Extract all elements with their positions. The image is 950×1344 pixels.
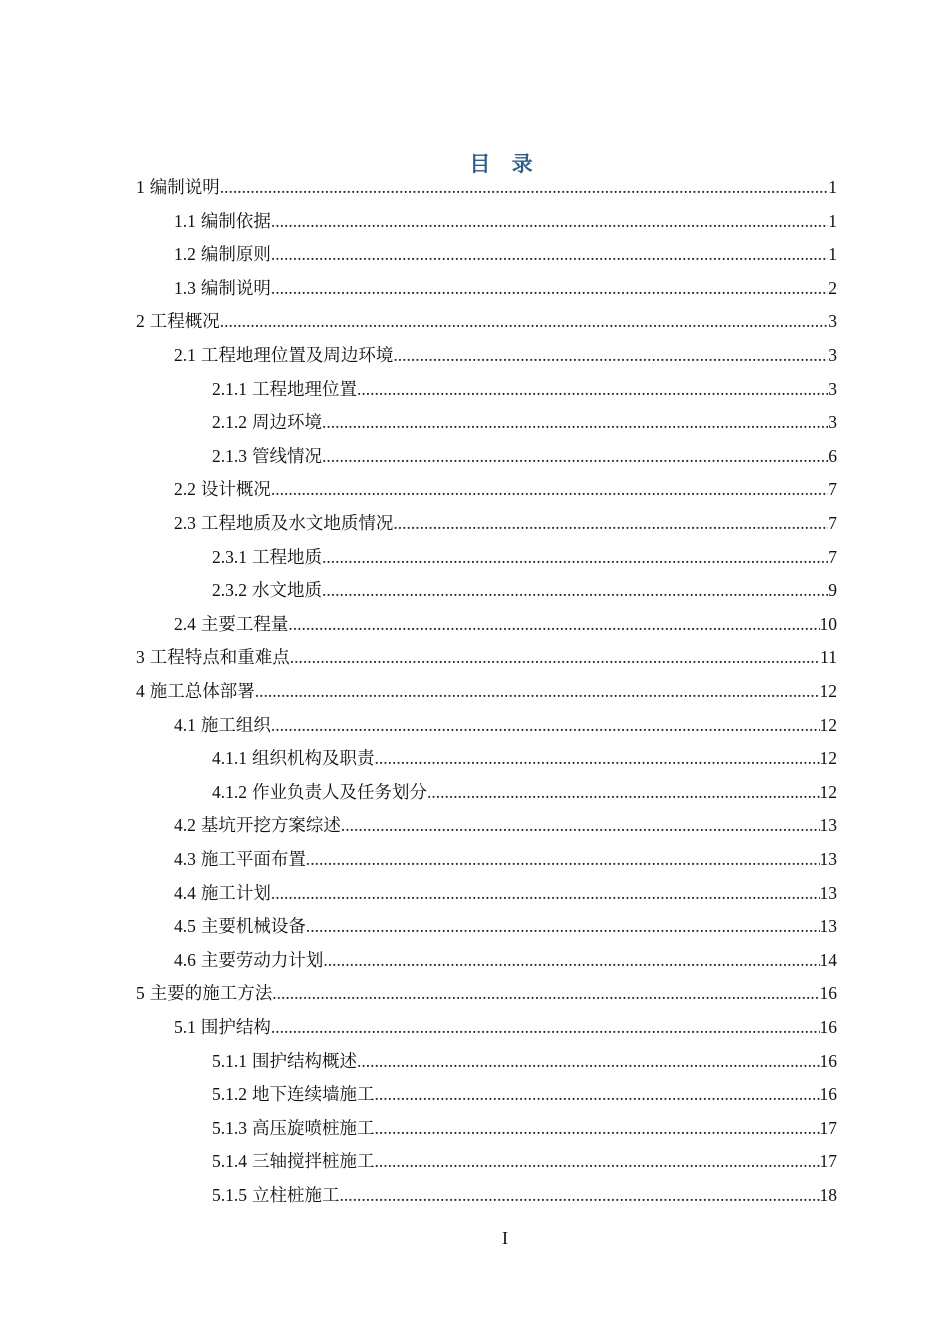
toc-entry-page: 13: [819, 815, 837, 836]
dot-leader: [322, 407, 828, 437]
toc-entry-label: 主要工程量: [200, 613, 289, 634]
toc-entry-page: 12: [819, 781, 837, 802]
toc-entry[interactable]: [136, 978, 837, 1008]
toc-entry[interactable]: [174, 911, 837, 941]
toc-entry-number: 4.5: [174, 916, 196, 937]
dot-leader: [290, 642, 820, 672]
dot-leader: [322, 575, 828, 605]
toc-entry-page: 7: [828, 479, 837, 500]
toc-entry-page: 13: [819, 882, 837, 903]
toc-entry-page: 18: [819, 1185, 837, 1205]
toc-entry[interactable]: [174, 508, 837, 538]
toc-entry-number: 5.1.5: [212, 1185, 247, 1205]
toc-entry-page: 1: [828, 177, 837, 197]
toc-entry-number: 3: [136, 647, 145, 668]
toc-entry-label: 组织机构及职责: [252, 748, 375, 769]
dot-leader: [306, 844, 820, 874]
toc-entry-label: 工程概况: [149, 311, 220, 332]
toc-entry[interactable]: [212, 441, 837, 471]
dot-leader: [357, 374, 828, 404]
toc-entry-page: 1: [828, 244, 837, 265]
toc-entry-label: 工程地质: [252, 546, 322, 567]
dot-leader: [220, 306, 829, 336]
page-number-footer: I: [502, 1228, 508, 1248]
toc-entry-label: 施工计划: [200, 882, 271, 903]
toc-entry[interactable]: [136, 676, 837, 706]
toc-entry-page: 12: [819, 748, 837, 769]
toc-entry[interactable]: [174, 239, 837, 269]
toc-entry-number: 5.1.2: [212, 1084, 247, 1105]
toc-entry-page: 12: [819, 681, 837, 701]
toc-entry-label: 施工总体部署: [149, 681, 255, 701]
toc-entry-label: 施工组织: [200, 714, 271, 735]
dot-leader: [271, 239, 828, 269]
toc-entry-number: 5.1.1: [212, 1050, 247, 1071]
dot-leader: [272, 978, 819, 1008]
dot-leader: [375, 743, 820, 773]
dot-leader: [271, 273, 828, 303]
toc-entry-page: 16: [819, 1084, 837, 1105]
toc-entry-label: 工程地理位置及周边环境: [200, 345, 394, 365]
toc-entry[interactable]: [212, 1113, 837, 1143]
toc-entry-page: 3: [828, 412, 837, 433]
toc-entry-number: 4.1: [174, 714, 196, 735]
toc-entry-number: 2.1.1: [212, 378, 247, 399]
dot-leader: [375, 1146, 820, 1176]
toc-entry-page: 10: [819, 613, 837, 634]
toc-entry-number: 1.1: [174, 210, 196, 231]
toc-entry-label: 工程地质及水文地质情况: [200, 513, 394, 533]
toc-entry-number: 2.1.3: [212, 445, 247, 466]
toc-entry[interactable]: [174, 273, 837, 303]
toc-entry[interactable]: [174, 810, 837, 840]
toc-entry-number: 2.3.1: [212, 546, 247, 567]
toc-entry[interactable]: [212, 1079, 837, 1109]
toc-entry-label: 编制说明: [149, 177, 220, 197]
toc-entry-label: 高压旋喷桩施工: [252, 1117, 375, 1138]
toc-entry[interactable]: [212, 575, 837, 605]
dot-leader: [322, 542, 828, 572]
toc-entry-number: 2.2: [174, 479, 196, 500]
toc-entry-number: 2: [136, 311, 145, 332]
toc-entry-page: 2: [828, 277, 837, 298]
dot-leader: [341, 810, 820, 840]
toc-entry-label: 基坑开挖方案综述: [200, 815, 341, 836]
toc-entry-label: 主要的施工方法: [149, 983, 273, 1004]
toc-entry[interactable]: [212, 407, 837, 437]
toc-entry-label: 工程地理位置: [252, 378, 357, 399]
toc-entry-page: 16: [819, 1017, 837, 1037]
toc-entry-label: 工程特点和重难点: [149, 647, 290, 668]
toc-entry-page: 14: [819, 949, 837, 970]
toc-entry-number: 4.6: [174, 949, 196, 970]
toc-entry-number: 4.2: [174, 815, 196, 836]
toc-entry-page: 3: [828, 378, 837, 399]
toc-entry-number: 1.2: [174, 244, 196, 265]
toc-entry-number: 2.1: [174, 345, 196, 365]
toc-entry-label: 地下连续墙施工: [252, 1084, 375, 1105]
toc-entry-label: 围护结构: [200, 1017, 271, 1037]
dot-leader: [271, 474, 828, 504]
toc-entry-page: 16: [819, 983, 837, 1004]
toc-entry[interactable]: [212, 1046, 837, 1076]
toc-entry-number: 4.4: [174, 882, 196, 903]
toc-entry-page: 7: [828, 513, 837, 533]
toc-entry-label: 编制依据: [200, 210, 271, 231]
dot-leader: [220, 172, 829, 202]
dot-leader: [393, 508, 828, 538]
dot-leader: [375, 1079, 820, 1109]
dot-leader: [288, 609, 819, 639]
toc-entry-page: 11: [820, 647, 837, 668]
toc-entry[interactable]: [212, 743, 837, 773]
toc-entry[interactable]: [174, 206, 837, 236]
toc-entry[interactable]: [212, 1180, 837, 1210]
toc-entry-page: 13: [819, 916, 837, 937]
toc-entry-number: 4.1.2: [212, 781, 247, 802]
toc-entry-label: 主要机械设备: [200, 916, 306, 937]
toc-entry-label: 编制原则: [200, 244, 271, 265]
toc-entry[interactable]: [212, 1146, 837, 1176]
toc-entry-label: 立柱桩施工: [252, 1185, 340, 1205]
toc-entry-number: 5.1.3: [212, 1117, 247, 1138]
toc-entry-number: 1.3: [174, 277, 196, 298]
dot-leader: [427, 777, 820, 807]
toc-entry-page: 13: [819, 849, 837, 869]
toc-entry-number: 4.3: [174, 849, 196, 869]
toc-entry[interactable]: [174, 945, 837, 975]
toc-entry-label: 管线情况: [252, 445, 322, 466]
toc-entry-label: 主要劳动力计划: [200, 949, 324, 970]
toc-entry[interactable]: [136, 306, 837, 336]
dot-leader: [271, 878, 820, 908]
toc-entry[interactable]: [174, 340, 837, 370]
toc-entry-label: 围护结构概述: [252, 1050, 357, 1071]
toc-entry[interactable]: [174, 878, 837, 908]
toc-entry[interactable]: [136, 172, 837, 202]
toc-entry-page: 17: [819, 1117, 837, 1138]
dot-leader: [306, 911, 820, 941]
toc-entry-label: 三轴搅拌桩施工: [252, 1151, 375, 1172]
toc-entry[interactable]: [136, 642, 837, 672]
toc-title: 目 录: [469, 152, 541, 176]
toc-entry[interactable]: [174, 474, 837, 504]
toc-entry-number: 2.3: [174, 513, 196, 533]
toc-entry-page: 6: [828, 445, 837, 466]
dot-leader: [357, 1046, 820, 1076]
toc-entry-number: 2.1.2: [212, 412, 247, 433]
dot-leader: [393, 340, 828, 370]
toc-entry-number: 5.1.4: [212, 1151, 247, 1172]
toc-entry-number: 2.4: [174, 613, 196, 634]
toc-entry[interactable]: [212, 542, 837, 572]
toc-entry-page: 7: [828, 546, 837, 567]
toc-entry-number: 2.3.2: [212, 580, 247, 601]
dot-leader: [323, 945, 819, 975]
toc-entry-page: 9: [828, 580, 837, 601]
toc-entry[interactable]: [174, 844, 837, 874]
toc-entry[interactable]: [174, 710, 837, 740]
dot-leader: [322, 441, 828, 471]
toc-entry-label: 作业负责人及任务划分: [252, 781, 427, 802]
toc-entry-label: 设计概况: [200, 479, 271, 500]
toc-entry-number: 5.1: [174, 1017, 196, 1037]
toc-entry-number: 5: [136, 983, 145, 1004]
toc-entry-page: 12: [819, 714, 837, 735]
dot-leader: [340, 1180, 820, 1210]
toc-entry[interactable]: [212, 374, 837, 404]
toc-entry-number: 1: [136, 177, 145, 197]
toc-entry[interactable]: [212, 777, 837, 807]
toc-entry-label: 编制说明: [200, 277, 271, 298]
dot-leader: [375, 1113, 820, 1143]
toc-entry-number: 4: [136, 681, 145, 701]
toc-entry-page: 3: [828, 345, 837, 365]
toc-entry[interactable]: [174, 609, 837, 639]
toc-entry-label: 周边环境: [252, 412, 322, 433]
toc-entry-page: 3: [828, 311, 837, 332]
dot-leader: [271, 206, 828, 236]
dot-leader: [255, 676, 820, 706]
toc-entry-page: 16: [819, 1050, 837, 1071]
toc-entry-label: 施工平面布置: [200, 849, 306, 869]
dot-leader: [271, 710, 820, 740]
toc-entry-number: 4.1.1: [212, 748, 247, 769]
toc-entry[interactable]: [174, 1012, 837, 1042]
toc-entry-page: 17: [819, 1151, 837, 1172]
dot-leader: [271, 1012, 820, 1042]
toc-entry-label: 水文地质: [252, 580, 322, 601]
toc-entry-page: 1: [828, 210, 837, 231]
